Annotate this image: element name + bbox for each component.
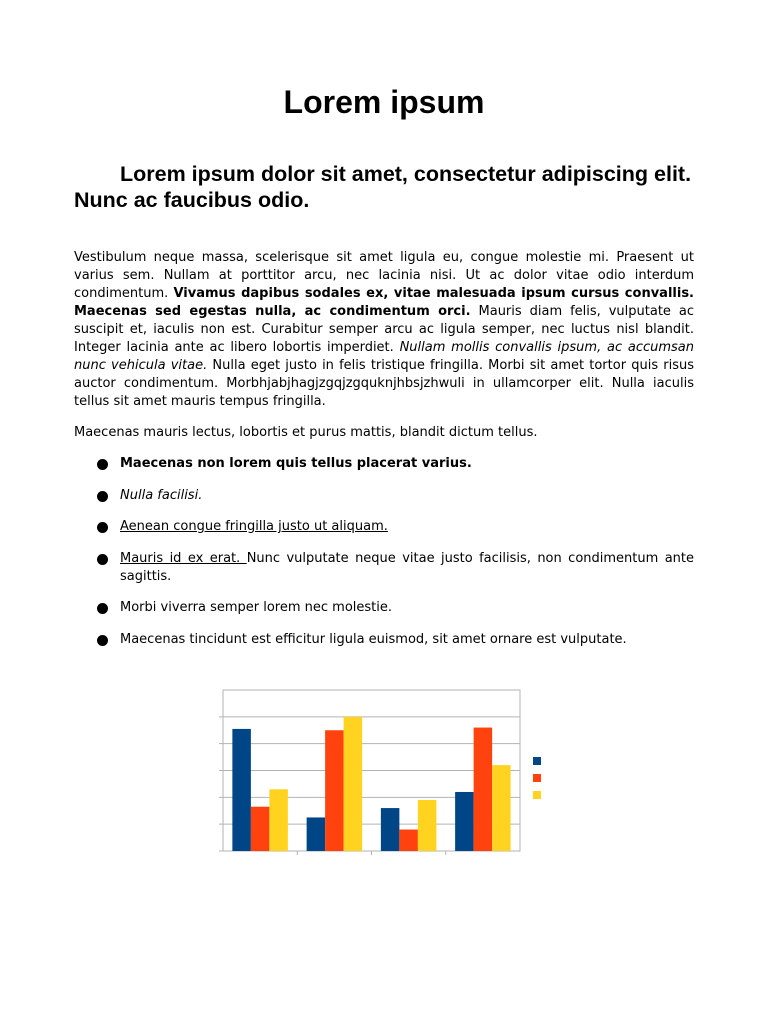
bullet-list [74, 455, 694, 662]
bar-series-2 [474, 728, 493, 851]
bullet-icon [97, 635, 108, 646]
bar-series-3 [344, 717, 363, 851]
bullet-icon [97, 522, 108, 533]
paragraph-1-text-c: Nulla eget justo in felis tristique fringilla. Morbi sit amet tortor quis risus auctor condimentum. Morbhjabjhagjzgqjzgquknjhbsjzhwuli in ullamcorper elit. Nulla iaculis tellus sit amet mauris tempus fringilla. [74, 358, 695, 409]
list-item-underlined-text: Mauris id ex erat. [120, 550, 247, 566]
list-item-text: Maecenas non lorem quis tellus placerat varius. [120, 456, 472, 471]
body-paragraph-1 [74, 249, 694, 411]
list-item-text: Aenean congue fringilla justo ut aliquam. [120, 519, 388, 534]
bullet-icon [97, 491, 108, 502]
bar-series-3 [418, 800, 437, 851]
list-item [74, 455, 694, 473]
list-item [74, 599, 694, 617]
list-item [74, 550, 694, 586]
legend-swatch-series-3 [533, 791, 541, 799]
list-item [74, 518, 694, 536]
legend-swatch-series-2 [533, 774, 541, 782]
list-item [74, 487, 694, 505]
body-paragraph-2: Maecenas mauris lectus, lobortis et purus mattis, blandit dictum tellus. [74, 425, 538, 440]
legend-swatch-series-1 [533, 757, 541, 765]
list-item-text: Morbi viverra semper lorem nec molestie. [120, 600, 393, 615]
paragraph-1-bold-text: Vivamus dapibus sodales ex, vitae malesuada ipsum cursus convallis. Maecenas sed egestas nulla, ac condimentum orci. [74, 286, 694, 319]
bar-series-3 [492, 765, 511, 851]
bar-series-1 [232, 729, 251, 851]
bullet-icon [97, 554, 108, 565]
bar-series-2 [325, 730, 344, 851]
bullet-icon [97, 459, 108, 470]
bar-series-3 [269, 789, 288, 851]
bar-chart [212, 685, 552, 860]
paragraph-1-text-a: Vestibulum neque massa, scelerisque sit amet ligula eu, congue molestie mi. Praesent ut varius sem. Nullam at porttitor arcu, nec lacinia nisi. Ut ac dolor vitae odio interdum condimentum. [74, 250, 694, 301]
bar-series-2 [251, 807, 270, 851]
list-item-text: Maecenas tincidunt est efficitur ligula euismod, sit amet ornare est vulputate. [120, 631, 627, 647]
list-item [74, 631, 694, 649]
list-item-text: Nulla facilisi. [120, 487, 203, 503]
paragraph-1-italic-text: Nullam mollis convallis ipsum, ac accumsan nunc vehicula vitae. [74, 340, 695, 373]
list-item-text: Nunc vulputate neque vitae justo facilisis, non condimentum ante sagittis. [120, 550, 694, 584]
bar-series-1 [381, 808, 400, 851]
bullet-icon [97, 603, 108, 614]
document-title: Lorem ipsum [283, 84, 485, 120]
document-subtitle: Lorem ipsum dolor sit amet, consectetur adipiscing elit. Nunc ac faucibus odio. [74, 162, 692, 212]
bar-series-1 [307, 817, 326, 851]
paragraph-1-text-b: Mauris diam felis, vulputate ac suscipit et, iaculis non est. Curabitur semper arcu ac ligula semper, nec luctus nisl blandit. Integer lacinia ante ac libero lobortis imperdiet. [74, 304, 694, 355]
bar-series-1 [455, 792, 474, 851]
bar-series-2 [399, 830, 418, 851]
